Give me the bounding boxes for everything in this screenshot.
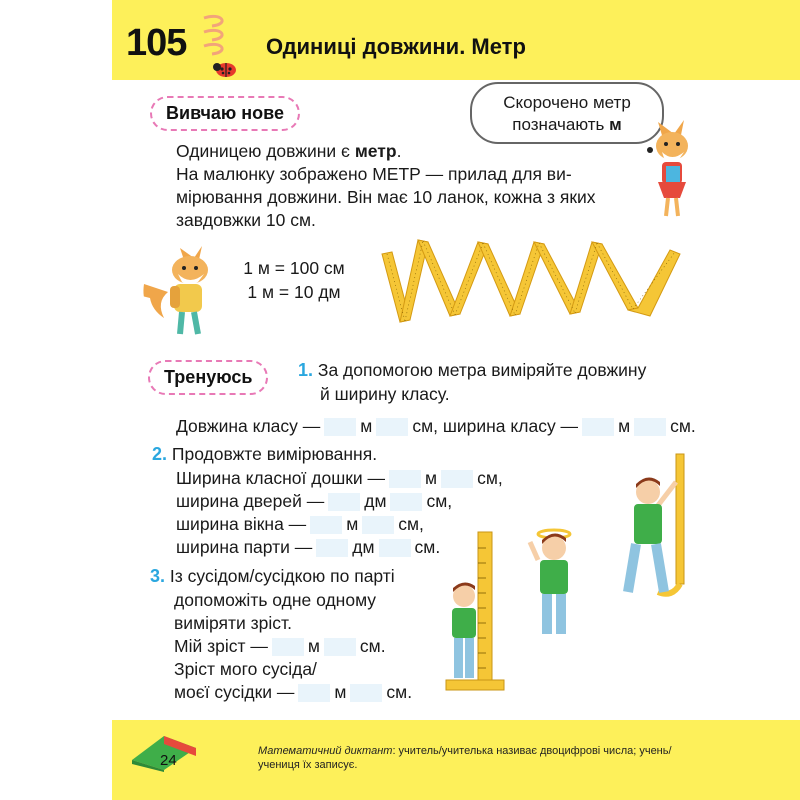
speech-bubble	[470, 82, 664, 144]
task2-row-2	[176, 491, 452, 512]
task2-number: 2.	[152, 444, 168, 464]
bubble-line-2	[472, 114, 662, 136]
unit-m: м	[425, 468, 438, 488]
footnote-term: Математичний диктант	[258, 745, 393, 757]
formula-box	[234, 256, 354, 304]
unit-m: м	[618, 416, 631, 436]
bubble-line-1: Скорочено метр	[503, 93, 631, 112]
task3-line-4: Зріст мого сусіда/	[174, 659, 317, 679]
task3-line-2: допоможіть одне одному	[174, 590, 377, 610]
task1-fill-width-label: см, ширина класу —	[412, 416, 579, 436]
unit-m: м	[334, 682, 347, 702]
answer-box[interactable]	[324, 638, 356, 656]
task1-fill-row	[176, 416, 696, 437]
task1-line-2: й ширину класу.	[320, 384, 450, 404]
unit-m: м	[346, 514, 359, 534]
task3-line-1-text: Із сусідом/сусідкою по парті	[169, 566, 395, 586]
task2-row-1	[176, 468, 503, 489]
unit-cm: см.	[359, 636, 386, 656]
task2-row-4-label: ширина парти —	[176, 537, 313, 557]
folding-meter-ruler-illustration	[380, 236, 686, 326]
task1-line-1	[298, 360, 646, 381]
intro-text	[176, 140, 686, 232]
unit-cm: см,	[426, 491, 453, 511]
bubble-line-2-text: позначають	[512, 115, 605, 134]
lesson-number: 105	[126, 22, 187, 64]
section-practice-label: Тренуюсь	[148, 360, 268, 395]
section-learn-label: Вивчаю нове	[150, 96, 300, 131]
intro-line-4: завдовжки 10 см.	[176, 210, 316, 230]
unit-cm: см.	[670, 416, 696, 436]
answer-box[interactable]	[376, 418, 408, 436]
task1-line-1-text: За допомогою метра виміряйте довжину	[317, 360, 647, 380]
fox-boy-illustration	[138, 240, 222, 340]
formula-meter-dm: 1 м = 10 дм	[247, 282, 341, 302]
answer-box[interactable]	[362, 516, 394, 534]
answer-box[interactable]	[316, 539, 348, 557]
unit-dm: дм	[352, 537, 375, 557]
answer-box[interactable]	[379, 539, 411, 557]
answer-box[interactable]	[272, 638, 304, 656]
answer-box[interactable]	[390, 493, 422, 511]
answer-box[interactable]	[298, 684, 330, 702]
task3-row-1	[174, 636, 386, 657]
page-number: 24	[160, 752, 177, 769]
intro-line-2: На малюнку зображено МЕТР — прилад для ви-	[176, 164, 572, 184]
task1-number: 1.	[298, 360, 314, 380]
footnote	[258, 744, 678, 772]
answer-box[interactable]	[582, 418, 614, 436]
task3-row-2	[174, 682, 412, 703]
lesson-title: Одиниці довжини. Метр	[266, 34, 526, 59]
task2-row-1-label: Ширина класної дошки —	[176, 468, 386, 488]
ladybug-icon	[212, 58, 240, 78]
task2-row-3	[176, 514, 424, 535]
intro-line-1-end: .	[396, 141, 402, 161]
task3-number: 3.	[150, 566, 166, 586]
intro-line-3: мірювання довжини. Він має 10 ланок, кожна з яких	[176, 187, 596, 207]
task2-row-3-label: ширина вікна —	[176, 514, 307, 534]
answer-box[interactable]	[328, 493, 360, 511]
unit-m: м	[360, 416, 373, 436]
task3-line-3: виміряти зріст.	[174, 613, 292, 633]
boy-measuring-height-illustration	[440, 528, 510, 694]
unit-cm: см,	[477, 468, 503, 488]
task3-row-1-label: Мій зріст —	[174, 636, 268, 656]
unit-m: м	[307, 636, 320, 656]
answer-box[interactable]	[389, 470, 421, 488]
task2-line-1	[152, 444, 377, 465]
intro-line-1	[176, 140, 686, 163]
unit-cm: см,	[398, 514, 424, 534]
answer-box[interactable]	[324, 418, 356, 436]
boy-hand-on-head-illustration	[524, 520, 588, 640]
answer-box[interactable]	[350, 684, 382, 702]
task2-line-1-text: Продовжте вимірювання.	[171, 444, 378, 464]
task3-row-2-label: моєї сусідки —	[174, 682, 295, 702]
task2-row-4	[176, 537, 440, 558]
answer-box[interactable]	[441, 470, 473, 488]
bubble-unit: м	[609, 115, 622, 134]
footnote-text: : учитель/учителька називає двоцифрові числа; учень/учениця їх записує.	[258, 745, 672, 771]
answer-box[interactable]	[634, 418, 666, 436]
task2-row-2-label: ширина дверей —	[176, 491, 325, 511]
task1-fill-length-label: Довжина класу —	[176, 416, 321, 436]
unit-cm: см.	[386, 682, 413, 702]
task3-line-1	[150, 566, 395, 587]
boy-with-tape-illustration	[612, 452, 692, 602]
left-margin	[0, 0, 112, 800]
answer-box[interactable]	[310, 516, 342, 534]
unit-dm: дм	[364, 491, 387, 511]
intro-keyword: метр	[354, 141, 397, 161]
intro-line-1-text: Одиницею довжини є	[176, 141, 350, 161]
unit-cm: см.	[414, 537, 441, 557]
formula-meter-cm: 1 м = 100 см	[243, 258, 345, 278]
